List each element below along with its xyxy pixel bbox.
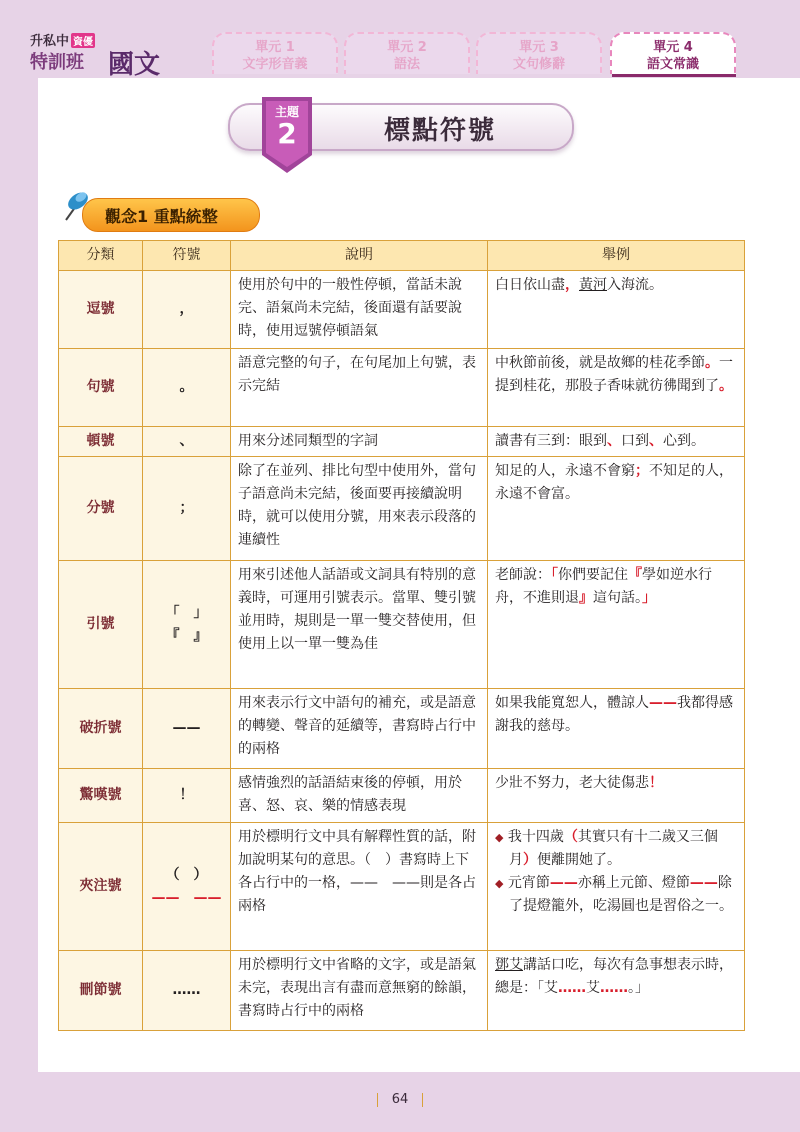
example-cell: 白日依山盡，黃河入海流。	[488, 271, 745, 349]
example-item: ◆ 元宵節——亦稱上元節、燈節——除了提燈籠外，吃湯圓也是習俗之一。	[495, 875, 733, 914]
column-header: 舉例	[488, 241, 745, 271]
brand-line2: 特訓班	[30, 52, 84, 73]
table-row	[59, 823, 745, 951]
description-cell: 用於標明行文中省略的文字，或是語氣未完，表現出言有盡而意無窮的餘韻，書寫時占行中的兩格	[231, 951, 488, 1031]
symbol-cell	[143, 561, 231, 689]
topic-label: 主題	[274, 105, 299, 119]
column-header: 說明	[231, 241, 488, 271]
category-cell: 分號	[59, 457, 143, 561]
brand-line1: 升私中 資優	[30, 34, 94, 49]
table-row	[59, 427, 745, 457]
symbol-cell: 。	[143, 349, 231, 427]
symbol-cell: ，	[143, 271, 231, 349]
description-cell: 用來表示行文中語句的補充，或是語意的轉變、聲音的延續等，書寫時占行中的兩格	[231, 689, 488, 769]
footer-divider	[422, 1093, 423, 1107]
symbol-cell	[143, 823, 231, 951]
page-footer	[0, 1092, 800, 1107]
category-cell: 句號	[59, 349, 143, 427]
description-cell: 用來分述同類型的字詞	[231, 427, 488, 457]
column-header: 符號	[143, 241, 231, 271]
concept-title: 觀念1 重點統整	[105, 207, 218, 226]
tab-unit-3[interactable]	[476, 32, 602, 74]
diamond-bullet-icon: ◆	[495, 877, 504, 890]
example-cell: 少壯不努力，老大徒傷悲！	[488, 769, 745, 823]
example-cell: 知足的人，永遠不會窮；不知足的人，永遠不會富。	[488, 457, 745, 561]
description-cell: 用來引述他人話語或文詞具有特別的意義時，可運用引號表示。當單、雙引號並用時，規則是一單一雙交替使用，但使用上以一單一雙為佳	[231, 561, 488, 689]
tab-unit-2[interactable]	[344, 32, 470, 74]
active-tab-underline	[612, 74, 736, 77]
description-cell: 用於標明行文中具有解釋性質的話，附加說明某句的意思。（ ）書寫時上下各占行中的一格，—— ——則是各占兩格	[231, 823, 488, 951]
example-cell: 讀書有三到：眼到、口到、心到。	[488, 427, 745, 457]
brand-logo	[30, 30, 180, 80]
example-cell: 老師說：「你們要記住『學如逆水行舟，不進則退』這句話。」	[488, 561, 745, 689]
tab-unit-label: 單元 3	[519, 40, 559, 55]
topic-tag	[262, 97, 312, 175]
table-row	[59, 769, 745, 823]
symbol-cell: ；	[143, 457, 231, 561]
tab-unit-1[interactable]	[212, 32, 338, 74]
table-row	[59, 951, 745, 1031]
topic-number: 2	[277, 117, 297, 150]
example-cell: 鄧艾講話口吃，每次有急事想表示時，總是：「艾……艾……。」	[488, 951, 745, 1031]
tab-title: 語文常識	[646, 57, 699, 72]
category-cell: 引號	[59, 561, 143, 689]
pushpin-icon	[56, 186, 92, 226]
description-cell: 使用於句中的一般性停頓，當話未說完、語氣尚未完結，後面還有話要說時，使用逗號停頓語氣	[231, 271, 488, 349]
symbol-cell: 、	[143, 427, 231, 457]
table-row	[59, 561, 745, 689]
table-row	[59, 689, 745, 769]
description-cell: 除了在並列、排比句型中使用外，當句子語意尚未完結，後面要再接續說明時，就可以使用分號，用來表示段落的連續性	[231, 457, 488, 561]
category-cell: 刪節號	[59, 951, 143, 1031]
table-row	[59, 349, 745, 427]
tab-unit-label: 單元 4	[653, 40, 693, 55]
punctuation-table	[58, 240, 745, 1031]
concept-heading	[82, 198, 260, 232]
brand-badge: 資優	[71, 33, 95, 48]
symbol-cell: ！	[143, 769, 231, 823]
description-cell: 語意完整的句子，在句尾加上句號，表示完結	[231, 349, 488, 427]
table-row	[59, 271, 745, 349]
tab-title: 文句修辭	[512, 57, 565, 72]
category-cell: 夾注號	[59, 823, 143, 951]
example-cell	[488, 823, 745, 951]
page-number: 64	[391, 1092, 409, 1107]
description-cell: 感情強烈的話語結束後的停頓，用於喜、怒、哀、樂的情感表現	[231, 769, 488, 823]
example-cell: 如果我能寬恕人，體諒人——我都得感謝我的慈母。	[488, 689, 745, 769]
brand-subject: 國文	[108, 50, 161, 80]
symbol-cell: ——	[143, 689, 231, 769]
example-item: ◆ 我十四歲（其實只有十二歲又三個月）便離開她了。	[495, 829, 718, 868]
topic-title: 標點符號	[383, 116, 496, 146]
dash-pair-symbol: —— ——	[151, 889, 222, 906]
double-quote-symbol: 『 』	[165, 627, 208, 644]
category-cell: 驚嘆號	[59, 769, 143, 823]
paren-symbol: （ ）	[165, 866, 208, 883]
tab-title: 文字形音義	[242, 57, 308, 72]
category-cell: 逗號	[59, 271, 143, 349]
footer-divider	[377, 1093, 378, 1107]
tab-title: 語法	[393, 57, 420, 72]
tab-unit-label: 單元 1	[255, 40, 295, 55]
column-header: 分類	[59, 241, 143, 271]
diamond-bullet-icon: ◆	[495, 831, 504, 844]
table-row	[59, 457, 745, 561]
quote-symbol: 「 」	[165, 604, 208, 621]
example-cell: 中秋節前後，就是故鄉的桂花季節。一提到桂花，那股子香味就彷彿聞到了。	[488, 349, 745, 427]
category-cell: 破折號	[59, 689, 143, 769]
category-cell: 頓號	[59, 427, 143, 457]
tab-unit-label: 單元 2	[387, 40, 427, 55]
tab-unit-4[interactable]	[610, 32, 736, 74]
symbol-cell: ……	[143, 951, 231, 1031]
table-header-row	[59, 241, 745, 271]
